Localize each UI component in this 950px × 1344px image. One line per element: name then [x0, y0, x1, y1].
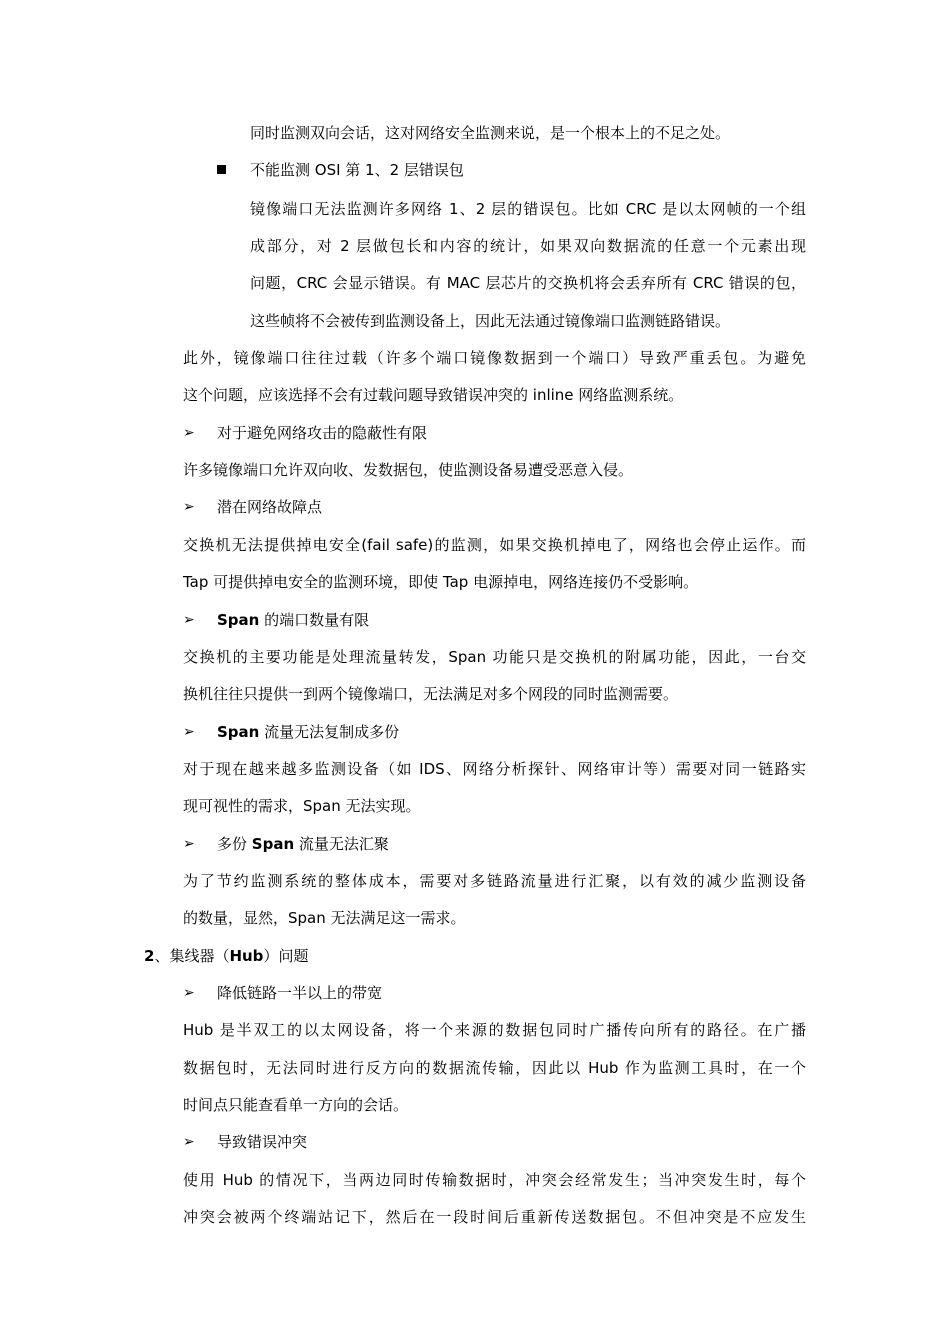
arrow-bullet-icon: ➢ [183, 985, 195, 1001]
list-heading: 降低链路一半以上的带宽 [217, 984, 383, 1002]
list-heading: Span 流量无法复制成多份 [217, 723, 400, 741]
list-heading: 导致错误冲突 [217, 1133, 308, 1151]
arrow-bullet-icon: ➢ [183, 499, 195, 515]
paragraph-line: Tap 可提供掉电安全的监测环境，即使 Tap 电源掉电，网络连接仍不受影响。 [183, 573, 699, 591]
paragraph-line: 为了节约监测系统的整体成本，需要对多链路流量进行汇聚，以有效的减少监测设备 [183, 872, 806, 890]
paragraph-line: 现可视性的需求，Span 无法实现。 [183, 797, 421, 815]
paragraph-line: 数据包时，无法同时进行反方向的数据流传输，因此以 Hub 作为监测工具时，在一个 [183, 1059, 806, 1077]
paragraph-line: 问题，CRC 会显示错误。有 MAC 层芯片的交换机将会丢弃所有 CRC 错误的包， [250, 274, 806, 292]
paragraph-line: 成部分，对 2 层做包长和内容的统计，如果双向数据流的任意一个元素出现 [250, 237, 806, 255]
paragraph-line: 镜像端口无法监测许多网络 1、2 层的错误包。比如 CRC 是以太网帧的一个组 [250, 200, 806, 218]
section-heading: 2、集线器（Hub）问题 [144, 947, 309, 965]
paragraph-line: 冲突会被两个终端站记下，然后在一段时间后重新传送数据包。不但冲突是不应发生 [183, 1208, 806, 1226]
paragraph-line: 这些帧将不会被传到监测设备上，因此无法通过镜像端口监测链路错误。 [250, 312, 731, 330]
list-heading: 不能监测 OSI 第 1、2 层错误包 [250, 161, 464, 179]
arrow-bullet-icon: ➢ [183, 836, 195, 852]
list-heading: 多份 Span 流量无法汇聚 [217, 835, 389, 853]
paragraph-line: 时间点只能查看单一方向的会话。 [183, 1096, 409, 1114]
arrow-bullet-icon: ➢ [183, 425, 195, 441]
paragraph-line: 换机往往只提供一到两个镜像端口，无法满足对多个网段的同时监测需要。 [183, 685, 679, 703]
list-heading: 对于避免网络攻击的隐蔽性有限 [217, 424, 428, 442]
paragraph-line: 的数量，显然，Span 无法满足这一需求。 [183, 909, 466, 927]
paragraph-line: 这个问题，应该选择不会有过载问题导致错误冲突的 inline 网络监测系统。 [183, 386, 684, 404]
paragraph-line: 许多镜像端口允许双向收、发数据包，使监测设备易遭受恶意入侵。 [183, 461, 634, 479]
square-bullet-icon [217, 165, 226, 174]
list-heading: 潜在网络故障点 [217, 498, 323, 516]
arrow-bullet-icon: ➢ [183, 724, 195, 740]
paragraph-line: Hub 是半双工的以太网设备，将一个来源的数据包同时广播传向所有的路径。在广播 [183, 1021, 806, 1039]
list-heading: Span 的端口数量有限 [217, 611, 370, 629]
paragraph-line: 此外，镜像端口往往过载（许多个端口镜像数据到一个端口）导致严重丢包。为避免 [183, 349, 806, 367]
paragraph-line: 同时监测双向会话，这对网络安全监测来说，是一个根本上的不足之处。 [250, 124, 731, 142]
arrow-bullet-icon: ➢ [183, 612, 195, 628]
paragraph-line: 使用 Hub 的情况下，当两边同时传输数据时，冲突会经常发生；当冲突发生时，每个 [183, 1171, 806, 1189]
paragraph-line: 对于现在越来越多监测设备（如 IDS、网络分析探针、网络审计等）需要对同一链路实 [183, 760, 806, 778]
paragraph-line: 交换机的主要功能是处理流量转发，Span 功能只是交换机的附属功能，因此，一台交 [183, 648, 806, 666]
arrow-bullet-icon: ➢ [183, 1134, 195, 1150]
paragraph-line: 交换机无法提供掉电安全(fail safe)的监测，如果交换机掉电了，网络也会停止运作。而 [183, 536, 806, 554]
